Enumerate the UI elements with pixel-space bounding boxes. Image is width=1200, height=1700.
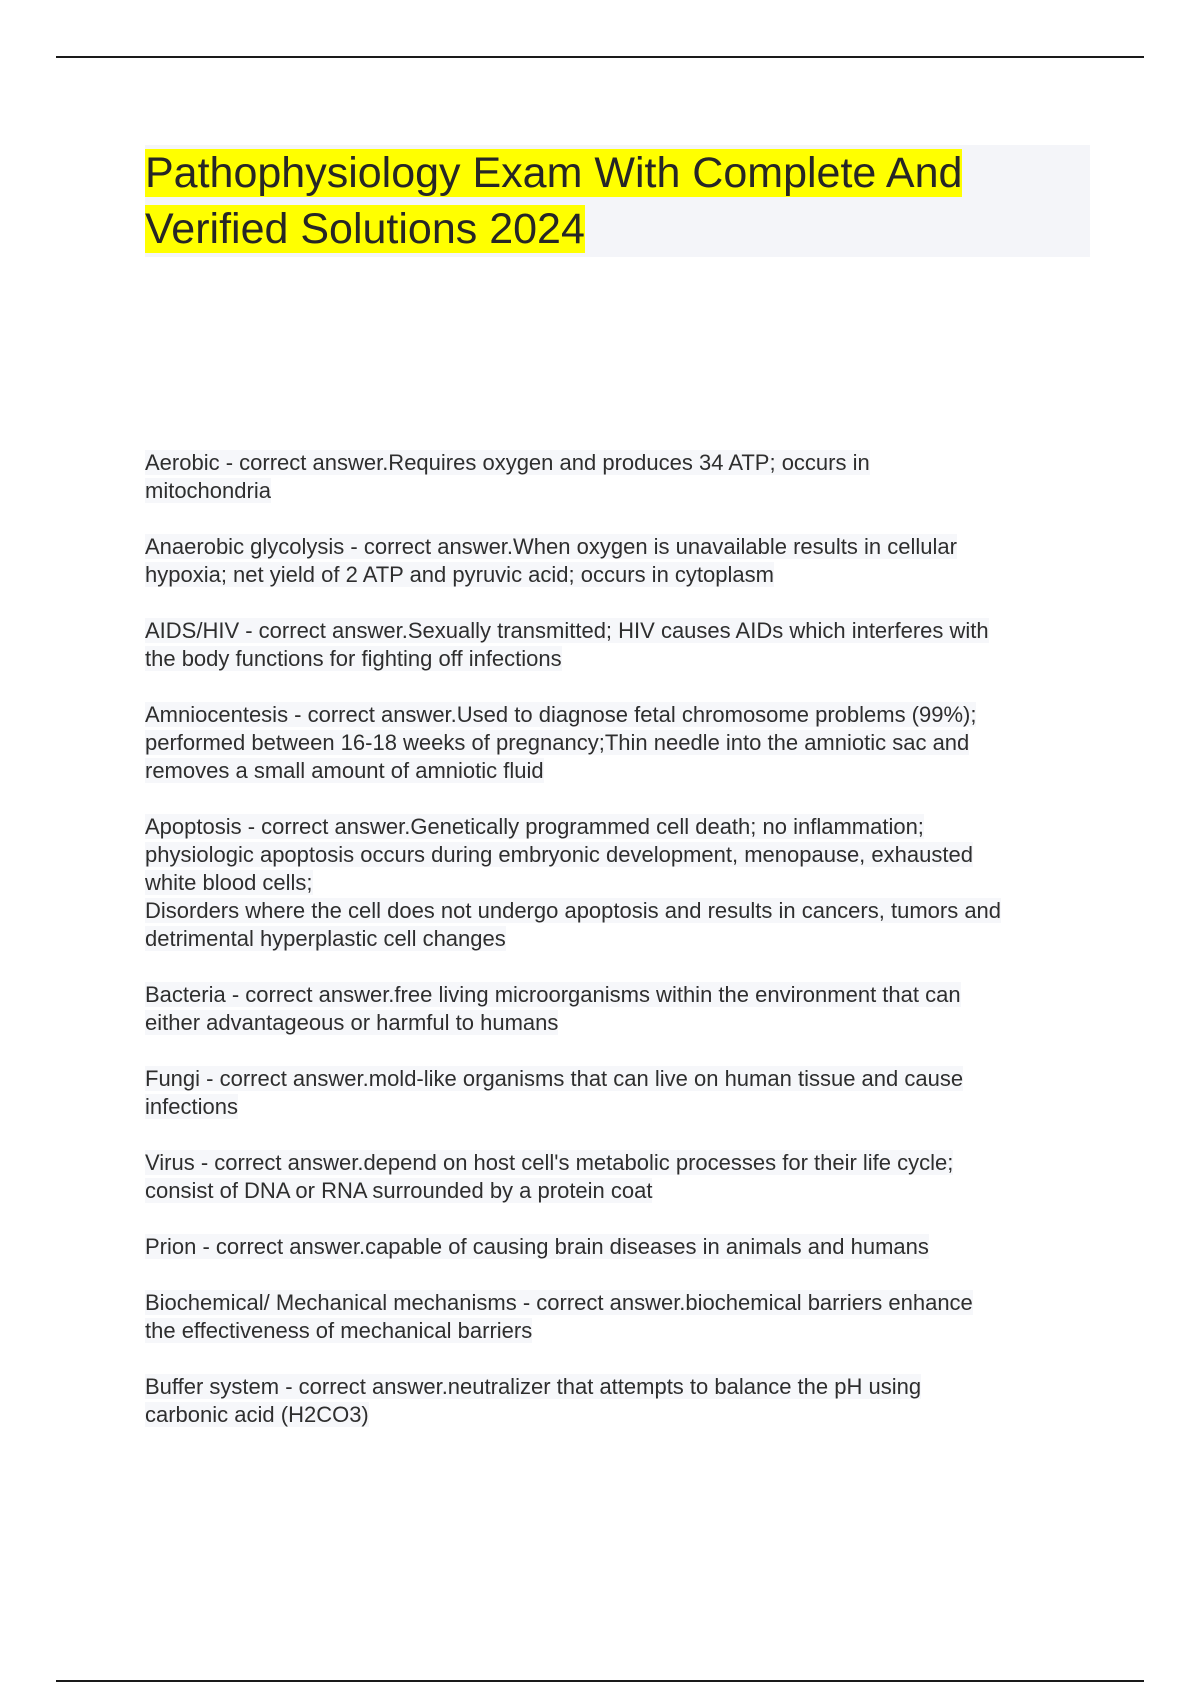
entry-line [145,1289,1090,1317]
title-block [145,145,1090,257]
entry-line [145,561,1090,589]
entry-line [145,1317,1090,1345]
entry-line-text: Biochemical/ Mechanical mechanisms - correct answer.biochemical barriers enhance [145,1290,973,1315]
entry-line-text: Bacteria - correct answer.free living microorganisms within the environment that can [145,982,961,1007]
qa-entry [145,1149,1090,1205]
entry-line [145,813,1090,841]
entry-line-text: Prion - correct answer.capable of causing brain diseases in animals and humans [145,1234,929,1259]
top-rule [56,56,1144,58]
entry-line [145,1065,1090,1093]
title-line-2: Verified Solutions 2024 [145,205,585,253]
entry-line-text: Amniocentesis - correct answer.Used to diagnose fetal chromosome problems (99%); [145,702,977,727]
entry-line-text: Aerobic - correct answer.Requires oxygen and produces 34 ATP; occurs in [145,450,870,475]
entry-line [145,617,1090,645]
entry-line-text: Buffer system - correct answer.neutralizer that attempts to balance the pH using [145,1374,922,1399]
qa-entry [145,813,1090,953]
entry-line [145,925,1090,953]
entry-line [145,1401,1090,1429]
qa-entries [145,449,1090,1457]
entry-line [145,449,1090,477]
entry-line-text: Fungi - correct answer.mold-like organisms that can live on human tissue and cause [145,1066,964,1091]
entry-line-text: the effectiveness of mechanical barriers [145,1318,533,1343]
entry-line-text: either advantageous or harmful to humans [145,1010,559,1035]
title-line-1: Pathophysiology Exam With Complete And [145,149,963,197]
entry-line-text: consist of DNA or RNA surrounded by a protein coat [145,1178,653,1203]
entry-line [145,841,1090,869]
entry-line [145,645,1090,673]
entry-line-text: AIDS/HIV - correct answer.Sexually transmitted; HIV causes AIDs which interferes with [145,618,989,643]
qa-entry [145,533,1090,589]
entry-line-text: white blood cells; [145,870,313,895]
entry-line [145,981,1090,1009]
qa-entry [145,1373,1090,1429]
document-title [145,145,1090,257]
entry-line [145,757,1090,785]
entry-line [145,701,1090,729]
entry-line [145,869,1090,897]
entry-line [145,1177,1090,1205]
entry-line-text: Virus - correct answer.depend on host cell's metabolic processes for their life cycle; [145,1150,954,1175]
entry-line [145,1373,1090,1401]
qa-entry [145,617,1090,673]
entry-line [145,477,1090,505]
entry-line-text: hypoxia; net yield of 2 ATP and pyruvic acid; occurs in cytoplasm [145,562,774,587]
qa-entry [145,1065,1090,1121]
entry-line-text: performed between 16-18 weeks of pregnancy;Thin needle into the amniotic sac and [145,730,970,755]
entry-line-text: Anaerobic glycolysis - correct answer.When oxygen is unavailable results in cellular [145,534,957,559]
entry-line [145,533,1090,561]
entry-line [145,1149,1090,1177]
bottom-rule [56,1680,1144,1682]
entry-line-text: the body functions for fighting off infections [145,646,562,671]
entry-line-text: infections [145,1094,238,1119]
qa-entry [145,449,1090,505]
entry-line [145,729,1090,757]
entry-line-text: detrimental hyperplastic cell changes [145,926,506,951]
entry-line-text: physiologic apoptosis occurs during embryonic development, menopause, exhausted [145,842,973,867]
entry-line-text: Disorders where the cell does not undergo apoptosis and results in cancers, tumors and [145,898,1002,923]
entry-line-text: Apoptosis - correct answer.Genetically programmed cell death; no inflammation; [145,814,924,839]
entry-line [145,1009,1090,1037]
qa-entry [145,1233,1090,1261]
qa-entry [145,981,1090,1037]
qa-entry [145,701,1090,785]
entry-line [145,897,1090,925]
entry-line [145,1233,1090,1261]
entry-line-text: carbonic acid (H2CO3) [145,1402,369,1427]
entry-line-text: removes a small amount of amniotic fluid [145,758,544,783]
entry-line [145,1093,1090,1121]
entry-line-text: mitochondria [145,478,271,503]
qa-entry [145,1289,1090,1345]
